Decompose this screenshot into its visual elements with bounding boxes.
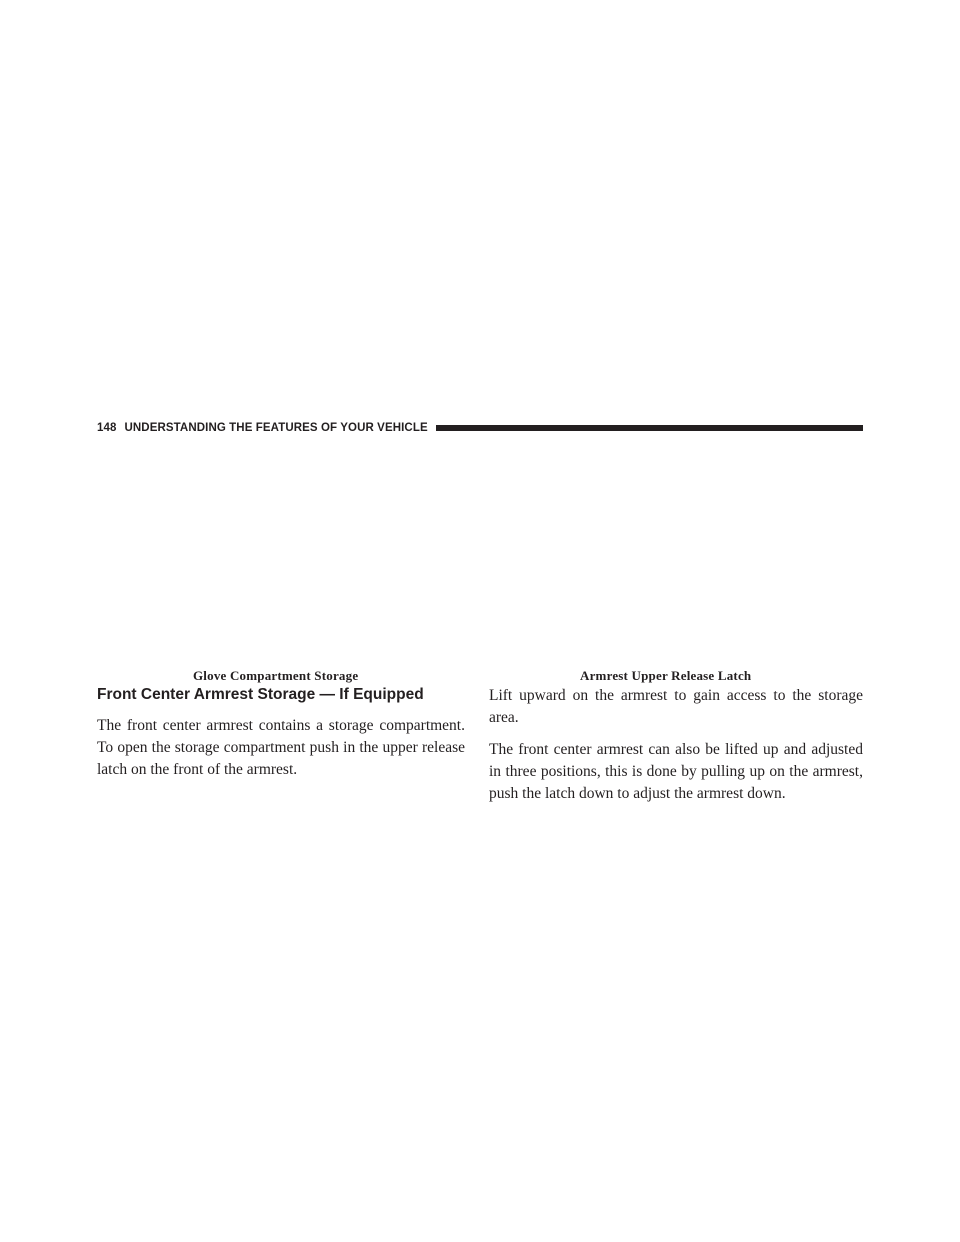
- section-heading: Front Center Armrest Storage — If Equipped: [97, 686, 424, 703]
- figure-caption-armrest-latch: Armrest Upper Release Latch: [580, 668, 752, 683]
- section-title: UNDERSTANDING THE FEATURES OF YOUR VEHICLE: [124, 422, 428, 434]
- right-column: [489, 685, 863, 815]
- body-paragraph: The front center armrest can also be lifted up and adjusted in three positions, this is done by pulling up on the armrest, push the latch down to adjust the armrest down.: [489, 741, 863, 802]
- page-number: 148: [97, 422, 117, 434]
- body-paragraph: The front center armrest contains a storage compartment. To open the storage compartment push in the upper release latch on the front of the armrest.: [97, 717, 465, 778]
- running-header: [97, 419, 863, 437]
- figure-caption-glove-compartment: Glove Compartment Storage: [193, 668, 359, 683]
- body-paragraph: Lift upward on the armrest to gain access to the storage area.: [489, 687, 863, 726]
- header-rule: [436, 425, 863, 431]
- left-column: [97, 684, 465, 791]
